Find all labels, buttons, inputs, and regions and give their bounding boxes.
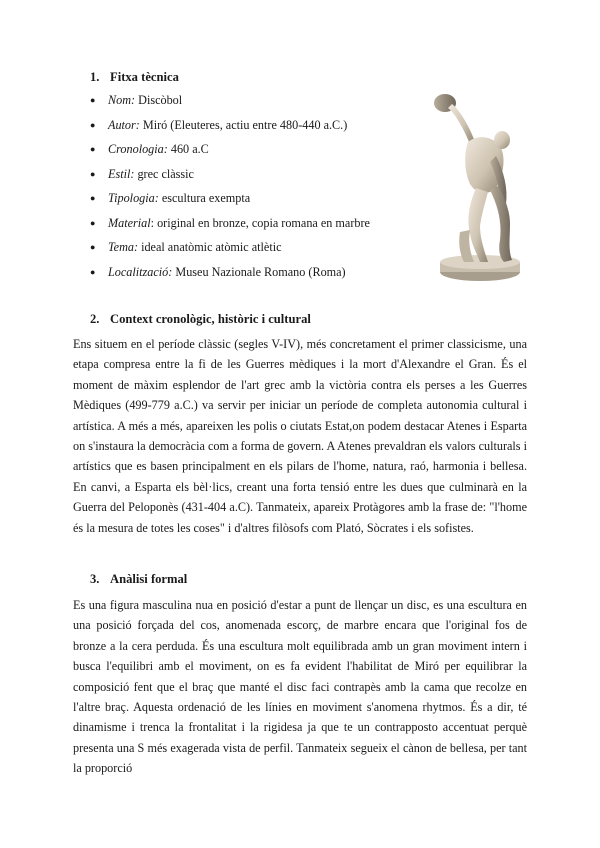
formal-analysis-paragraph: Es una figura masculina nua en posició d'estar a punt de llençar un disc, es una escultura en una posició forçada del cos, anomenada escorç, de marbre encara que l'original fos de bronze a la cera perduda. És una escultura molt equilibrada amb un gran moviment intern i busca l'equilibri amb el moviment, on es fa evident l'habilitat de Miró per equilibrar la composició fent que el braç que manté el disc faci contrapès amb la cama que recolze en l'altre braç. Aquesta ordenació de les línies en moviment s'anomena rhytmos. És a dir, té dinamisme i trenca la frontalitat i la rigidesa ja que te un contrapposto accentuat perquè presenta una S més exagerada vista de perfil. Tanmateix segueix el cànon de bellesa, per tant la proporció: [73, 598, 527, 776]
bullet-icon: ●: [90, 193, 96, 203]
item-value: Museu Nazionale Romano (Roma): [172, 264, 346, 279]
item-value: grec clàssic: [134, 166, 194, 181]
item-label: Autor:: [108, 117, 140, 132]
context-paragraph: Ens situem en el període clàssic (segles V-IV), més concretament el primer classicisme, una etapa compresa entre la fi de les Guerres mèdiques i la mort d'Alexandre el Gran. És el moment de màxim esplendor de l'art grec amb la victòria contra els perses a les Guerres Mèdiques (499-779 a.C.) va servir per iniciar un període de completa autonomia cultural i artística. A més a més, apareixen les polis o ciutats Estat,on podem destacar Atenes i Esparta on s'instaura la democràcia com a forma de govern. A Atenes prevaldran els valors culturals i artístics que es basen principalment en els pilars de l'home, natura, raó, harmonia i bellesa. En canvi, a Esparta els bèl·lics, creant una forta tensió entre les dues que culminarà en la Guerra del Peloponès (431-404 a.C). Tanmateix, apareix Protàgores amb la frase de: "l'home és la mesura de totes les coses" i d'altres filòsofs com Plató, Sòcrates i els sofistes.: [73, 337, 527, 535]
list-item: [90, 190, 370, 215]
item-value: : original en bronze, copia romana en marbre: [150, 215, 370, 230]
bullet-icon: ●: [90, 119, 96, 130]
section-number: 3.: [90, 572, 100, 586]
bullet-icon: ●: [90, 95, 96, 105]
section-1-heading: [90, 70, 179, 85]
bullet-icon: ●: [90, 266, 96, 277]
item-label: Localització:: [108, 264, 173, 279]
list-item: [90, 141, 370, 166]
technical-sheet-list: [90, 92, 370, 288]
list-item: [90, 92, 370, 117]
bullet-icon: ●: [90, 217, 96, 228]
bullet-icon: ●: [90, 168, 96, 179]
item-label: Nom:: [108, 93, 136, 107]
item-value: Miró (Eleuteres, actiu entre 480-440 a.C.): [139, 117, 348, 132]
list-item: [90, 117, 370, 142]
list-item: [90, 264, 370, 289]
item-value: 460 a.C: [167, 142, 209, 156]
item-value: escultura exempta: [158, 191, 251, 205]
item-value: Discòbol: [135, 93, 183, 107]
section-title: Anàlisi formal: [110, 572, 188, 586]
item-label: Material: [108, 215, 151, 230]
list-item: [90, 166, 370, 191]
item-label: Estil:: [108, 166, 135, 181]
item-label: Tema:: [108, 240, 139, 254]
section-number: 2.: [90, 312, 100, 326]
list-item: [90, 215, 370, 240]
section-title: Fitxa tècnica: [110, 70, 179, 84]
section-number: 1.: [90, 70, 100, 84]
discobolus-statue-image: [430, 92, 522, 284]
section-3-heading: [90, 572, 187, 587]
bullet-icon: ●: [90, 144, 96, 154]
item-label: Cronologia:: [108, 142, 168, 156]
section-title: Context cronològic, històric i cultural: [110, 312, 311, 326]
list-item: [90, 239, 370, 264]
item-label: Tipologia:: [108, 191, 159, 205]
item-value: ideal anatòmic atòmic atlètic: [138, 240, 282, 254]
section-2-heading: [90, 312, 311, 327]
bullet-icon: ●: [90, 242, 96, 252]
